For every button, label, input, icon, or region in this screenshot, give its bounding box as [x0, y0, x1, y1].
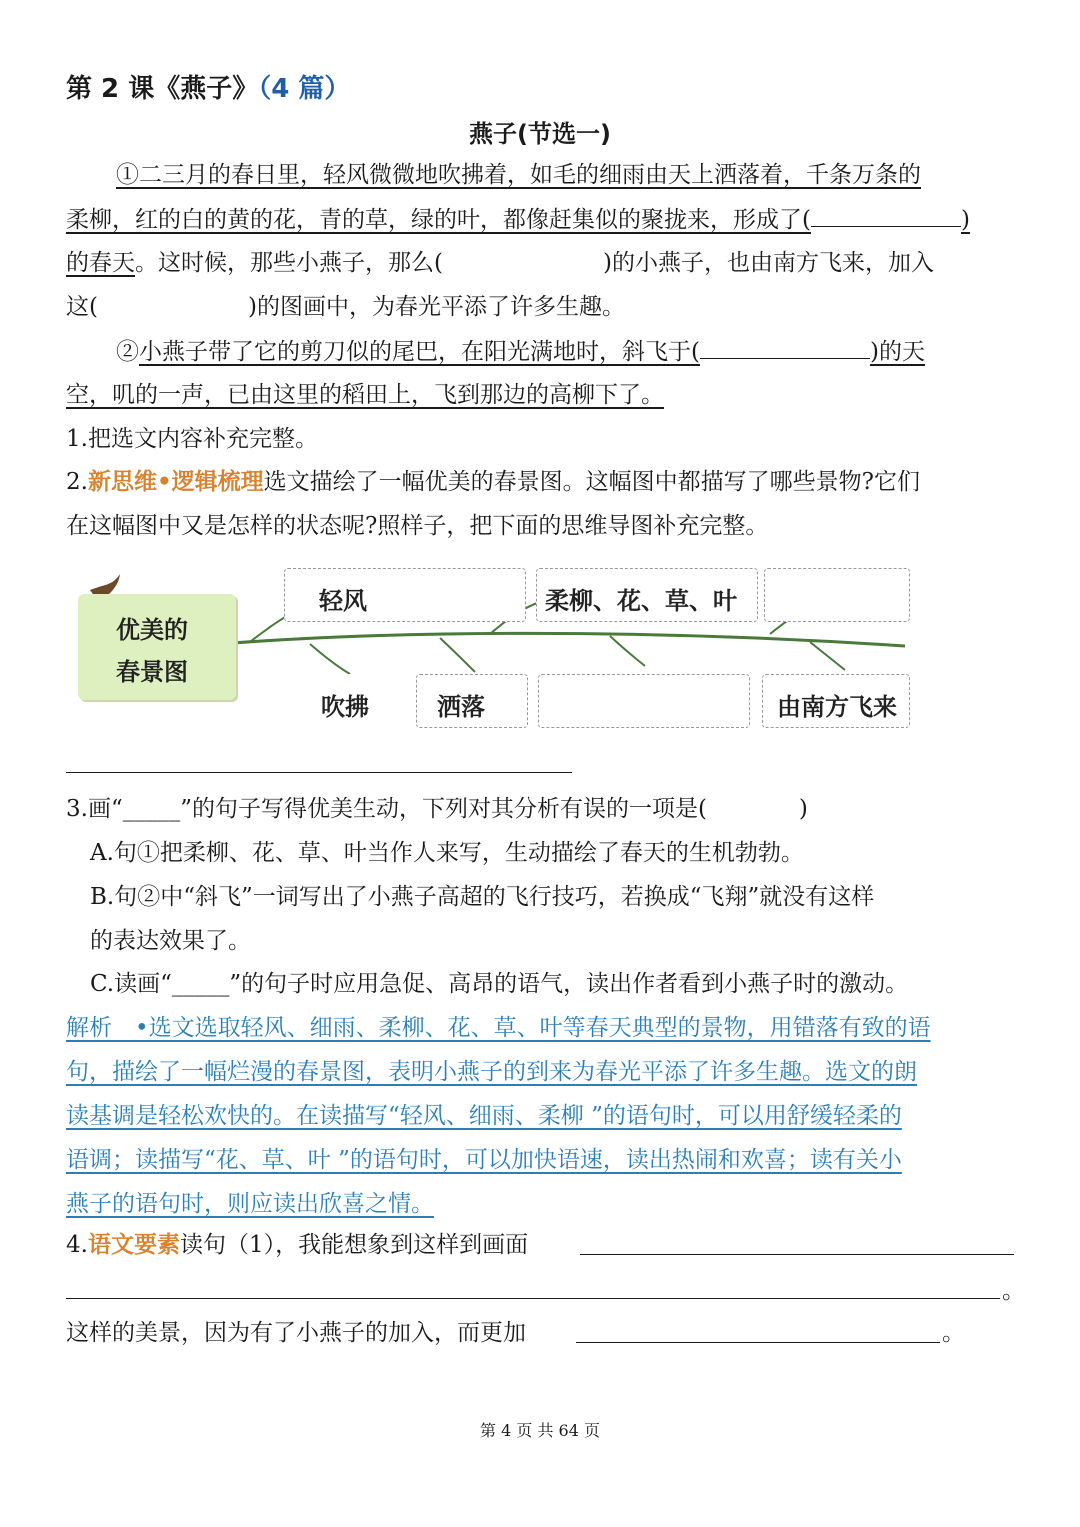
- question-1: 1.把选文内容补充完整。: [66, 426, 318, 452]
- question-2-cont: 在这幅图中又是怎样的状态呢?照样子，把下面的思维导图补充完整。: [66, 513, 769, 539]
- mind-map-center: [78, 594, 236, 700]
- answer-line[interactable]: [66, 772, 572, 773]
- answer-line[interactable]: [580, 1254, 1014, 1255]
- mind-map-answer-box[interactable]: [538, 674, 750, 728]
- question-tag: 新思维•逻辑梳理: [87, 469, 264, 495]
- question-tag: 语文要素: [87, 1232, 180, 1258]
- mind-map-answer-box[interactable]: [764, 568, 910, 622]
- analysis-line: 解析 •选文选取轻风、细雨、柔柳、花、草、叶等春天典型的景物，用错落有致的语: [66, 1015, 931, 1041]
- answer-line[interactable]: [66, 1298, 1000, 1299]
- question-2: 2.新思维•逻辑梳理选文描绘了一幅优美的春景图。这幅图中都描写了哪些景物?它们: [66, 469, 920, 495]
- question-3: 3.画“_____”的句子写得优美生动，下列对其分析有误的一项是( ): [66, 796, 808, 822]
- question-4: 4.语文要素读句（1），我能想象到这样到画面: [66, 1232, 529, 1258]
- analysis-line: 语调；读描写“花、草、叶 ”的语句时，可以加快语速，读出热闹和欢喜；读有关小: [66, 1147, 902, 1173]
- answer-line[interactable]: [576, 1342, 940, 1343]
- passage-line: ②小燕子带了它的剪刀似的尾巴，在阳光满地时，斜飞于( )的天: [116, 336, 925, 367]
- passage-line: ①二三月的春日里，轻风微微地吹拂着，如毛的细雨由天上洒落着，千条万条的: [116, 162, 921, 188]
- mind-map-box[interactable]: 柔柳、花、草、叶: [536, 568, 758, 622]
- option-a[interactable]: A.句①把柔柳、花、草、叶当作人来写，生动描绘了春天的生机勃勃。: [90, 840, 804, 866]
- lesson-name: 第 2 课《燕子》: [66, 74, 259, 104]
- answer-blank[interactable]: [811, 204, 961, 227]
- mind-map-box: 由南方飞来: [762, 674, 910, 728]
- analysis-line: 燕子的语句时，则应读出欣喜之情。: [66, 1191, 434, 1217]
- page-footer: 第 4 页 共 64 页: [480, 1421, 600, 1440]
- center-line: 优美的: [116, 616, 188, 644]
- mind-map-box: 洒落: [416, 674, 528, 728]
- passage-line: 空，叽的一声，已由这里的稻田上，飞到那边的高柳下了。: [66, 382, 664, 408]
- answer-blank[interactable]: [700, 336, 870, 359]
- center-line: 春景图: [116, 658, 188, 686]
- question-4-cont: 这样的美景，因为有了小燕子的加入，而更加: [66, 1320, 526, 1346]
- mind-map-box[interactable]: 轻风: [284, 568, 526, 622]
- passage-line: 的春天。这时候，那些小燕子，那么( )的小燕子，也由南方飞来，加入: [66, 250, 934, 276]
- passage-line: 柔柳，红的白的黄的花，青的草，绿的叶，都像赶集似的聚拢来，形成了( ): [66, 204, 970, 235]
- option-b-cont: 的表达效果了。: [90, 928, 251, 954]
- mind-map: [70, 562, 920, 742]
- lesson-title: [66, 68, 350, 105]
- option-b[interactable]: B.句②中“斜飞”一词写出了小燕子高超的飞行技巧，若换成“飞翔”就没有这样: [90, 884, 875, 910]
- period: 。: [942, 1320, 965, 1346]
- period: 。: [1002, 1278, 1025, 1304]
- analysis-line: 句，描绘了一幅烂漫的春景图，表明小燕子的到来为春光平添了许多生趣。选文的朗: [66, 1059, 917, 1085]
- passage-title: 燕子(节选一): [469, 120, 611, 148]
- option-c[interactable]: C.读画“_____”的句子时应用急促、高昂的语气，读出作者看到小燕子时的激动。: [90, 971, 909, 997]
- mind-map-box: 吹拂: [306, 674, 408, 728]
- analysis-line: 读基调是轻松欢快的。在读描写“轻风、细雨、柔柳 ”的语句时，可以用舒缓轻柔的: [66, 1103, 902, 1129]
- lesson-count: （4 篇）: [258, 74, 351, 104]
- passage-line: 这( )的图画中，为春光平添了许多生趣。: [66, 294, 625, 320]
